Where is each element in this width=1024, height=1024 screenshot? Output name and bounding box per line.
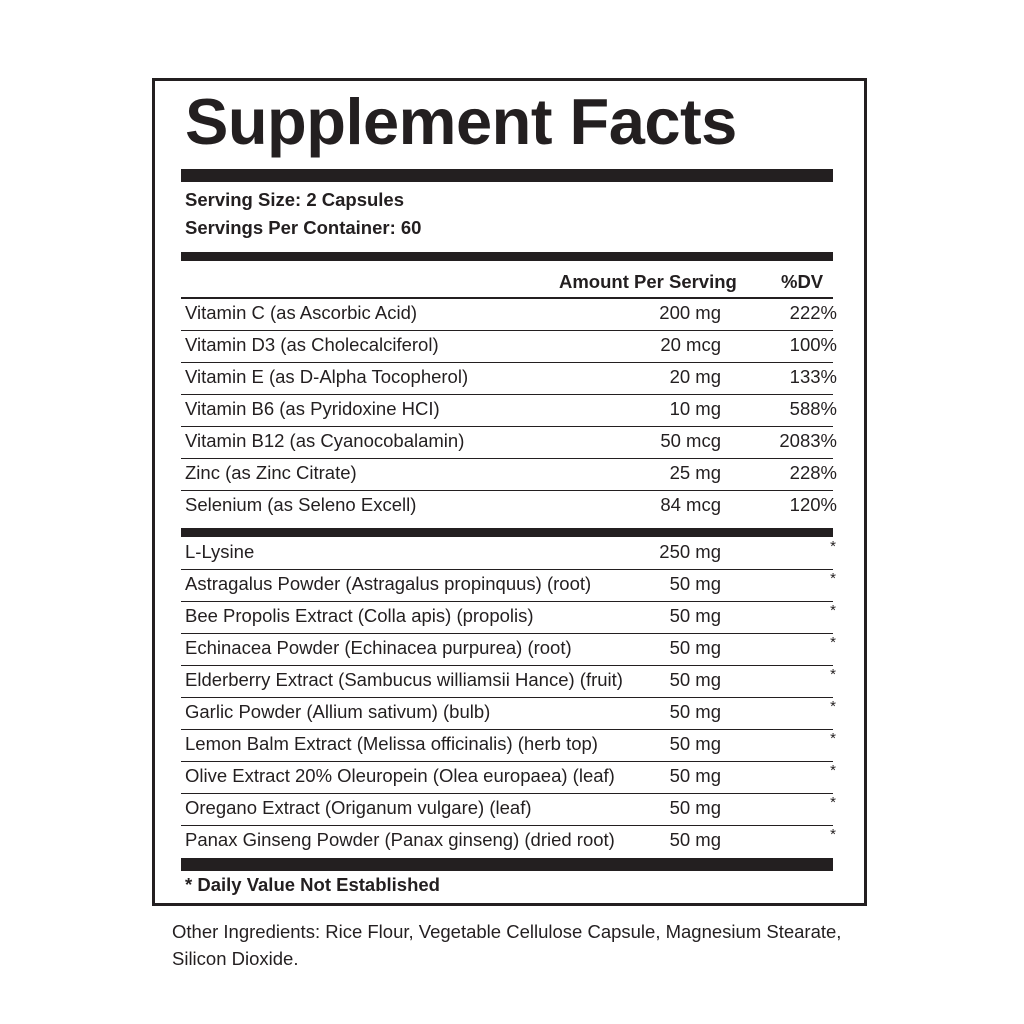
ingredient-name: Selenium (as Seleno Excell): [185, 494, 417, 515]
ingredient-dv: *: [830, 538, 836, 555]
ingredient-name: Vitamin B6 (as Pyridoxine HCI): [185, 398, 440, 419]
title-divider: [181, 169, 833, 182]
table-row: [181, 634, 837, 666]
table-row: [181, 826, 837, 858]
ingredient-dv: *: [830, 666, 836, 683]
table-row: [181, 698, 837, 730]
serving-size: Serving Size: 2 Capsules: [185, 189, 405, 210]
footnote: * Daily Value Not Established: [185, 874, 440, 895]
table-row: [181, 395, 837, 427]
serving-divider: [181, 252, 833, 261]
table-row: [181, 491, 837, 523]
servings-per-container: Servings Per Container: 60: [185, 217, 422, 238]
ingredient-amount: 50 mg: [669, 669, 721, 690]
ingredient-dv: 588%: [789, 398, 837, 419]
table-row: [181, 570, 837, 602]
other-ingredients: Other Ingredients: Rice Flour, Vegetable Cellulose Capsule, Magnesium Stearate, Silicon Dioxide.: [172, 921, 842, 969]
ingredient-name: Bee Propolis Extract (Colla apis) (propolis): [185, 605, 534, 626]
ingredient-dv: *: [830, 634, 836, 651]
ingredient-dv: 228%: [789, 462, 837, 483]
ingredient-name: L-Lysine: [185, 541, 255, 562]
table-row: [181, 427, 837, 459]
ingredient-amount: 84 mcg: [660, 494, 721, 515]
table-row: [181, 602, 837, 634]
table-row: [181, 762, 837, 794]
vitamin-divider: [181, 528, 833, 537]
table-row: [181, 299, 837, 331]
dv-header: %DV: [781, 271, 824, 292]
footnote-divider: [181, 858, 833, 871]
ingredient-amount: 50 mg: [669, 573, 721, 594]
ingredient-name: Elderberry Extract (Sambucus williamsii Hance) (fruit): [185, 669, 623, 690]
ingredient-amount: 50 mg: [669, 701, 721, 722]
ingredient-amount: 50 mg: [669, 605, 721, 626]
table-row: [181, 331, 837, 363]
ingredient-amount: 250 mg: [659, 541, 721, 562]
ingredient-amount: 50 mg: [669, 765, 721, 786]
ingredient-dv: *: [830, 794, 836, 811]
ingredient-amount: 20 mcg: [660, 334, 721, 355]
ingredient-name: Oregano Extract (Origanum vulgare) (leaf): [185, 797, 532, 818]
ingredient-name: Vitamin C (as Ascorbic Acid): [185, 302, 418, 323]
supplement-facts-panel: [152, 78, 867, 906]
ingredient-amount: 50 mg: [669, 829, 721, 850]
table-row: [181, 666, 837, 698]
ingredient-amount: 50 mg: [669, 733, 721, 754]
ingredient-name: Olive Extract 20% Oleuropein (Olea europaea) (leaf): [185, 765, 615, 786]
panel-title: Supplement Facts: [185, 85, 737, 158]
ingredient-name: Vitamin D3 (as Cholecalciferol): [185, 334, 439, 355]
ingredient-dv: 222%: [789, 302, 837, 323]
ingredient-dv: *: [830, 570, 836, 587]
ingredient-amount: 25 mg: [669, 462, 721, 483]
table-row: [181, 459, 837, 491]
ingredient-dv: *: [830, 730, 836, 747]
ingredient-name: Astragalus Powder (Astragalus propinquus) (root): [185, 573, 592, 594]
ingredient-amount: 50 mg: [669, 637, 721, 658]
table-row: [181, 363, 837, 395]
ingredient-dv: *: [830, 762, 836, 779]
ingredient-name: Vitamin B12 (as Cyanocobalamin): [185, 430, 465, 451]
ingredient-dv: *: [830, 602, 836, 619]
ingredient-name: Panax Ginseng Powder (Panax ginseng) (dried root): [185, 829, 615, 850]
ingredient-amount: 200 mg: [659, 302, 721, 323]
ingredient-dv: 100%: [789, 334, 837, 355]
ingredient-name: Garlic Powder (Allium sativum) (bulb): [185, 701, 491, 722]
table-row: [181, 730, 837, 762]
ingredient-name: Lemon Balm Extract (Melissa officinalis) (herb top): [185, 733, 598, 754]
ingredient-amount: 50 mcg: [660, 430, 721, 451]
table-row: [181, 538, 837, 570]
ingredient-name: Zinc (as Zinc Citrate): [185, 462, 357, 483]
ingredient-dv: 2083%: [779, 430, 837, 451]
ingredient-dv: 133%: [789, 366, 837, 387]
ingredient-dv: *: [830, 826, 836, 843]
amount-per-serving-header: Amount Per Serving: [559, 271, 737, 292]
table-row: [181, 794, 837, 826]
ingredient-dv: 120%: [789, 494, 837, 515]
ingredient-dv: *: [830, 698, 836, 715]
ingredient-amount: 50 mg: [669, 797, 721, 818]
ingredient-name: Echinacea Powder (Echinacea purpurea) (root): [185, 637, 572, 658]
ingredient-name: Vitamin E (as D-Alpha Tocopherol): [185, 366, 469, 387]
ingredient-amount: 10 mg: [669, 398, 721, 419]
ingredient-amount: 20 mg: [669, 366, 721, 387]
